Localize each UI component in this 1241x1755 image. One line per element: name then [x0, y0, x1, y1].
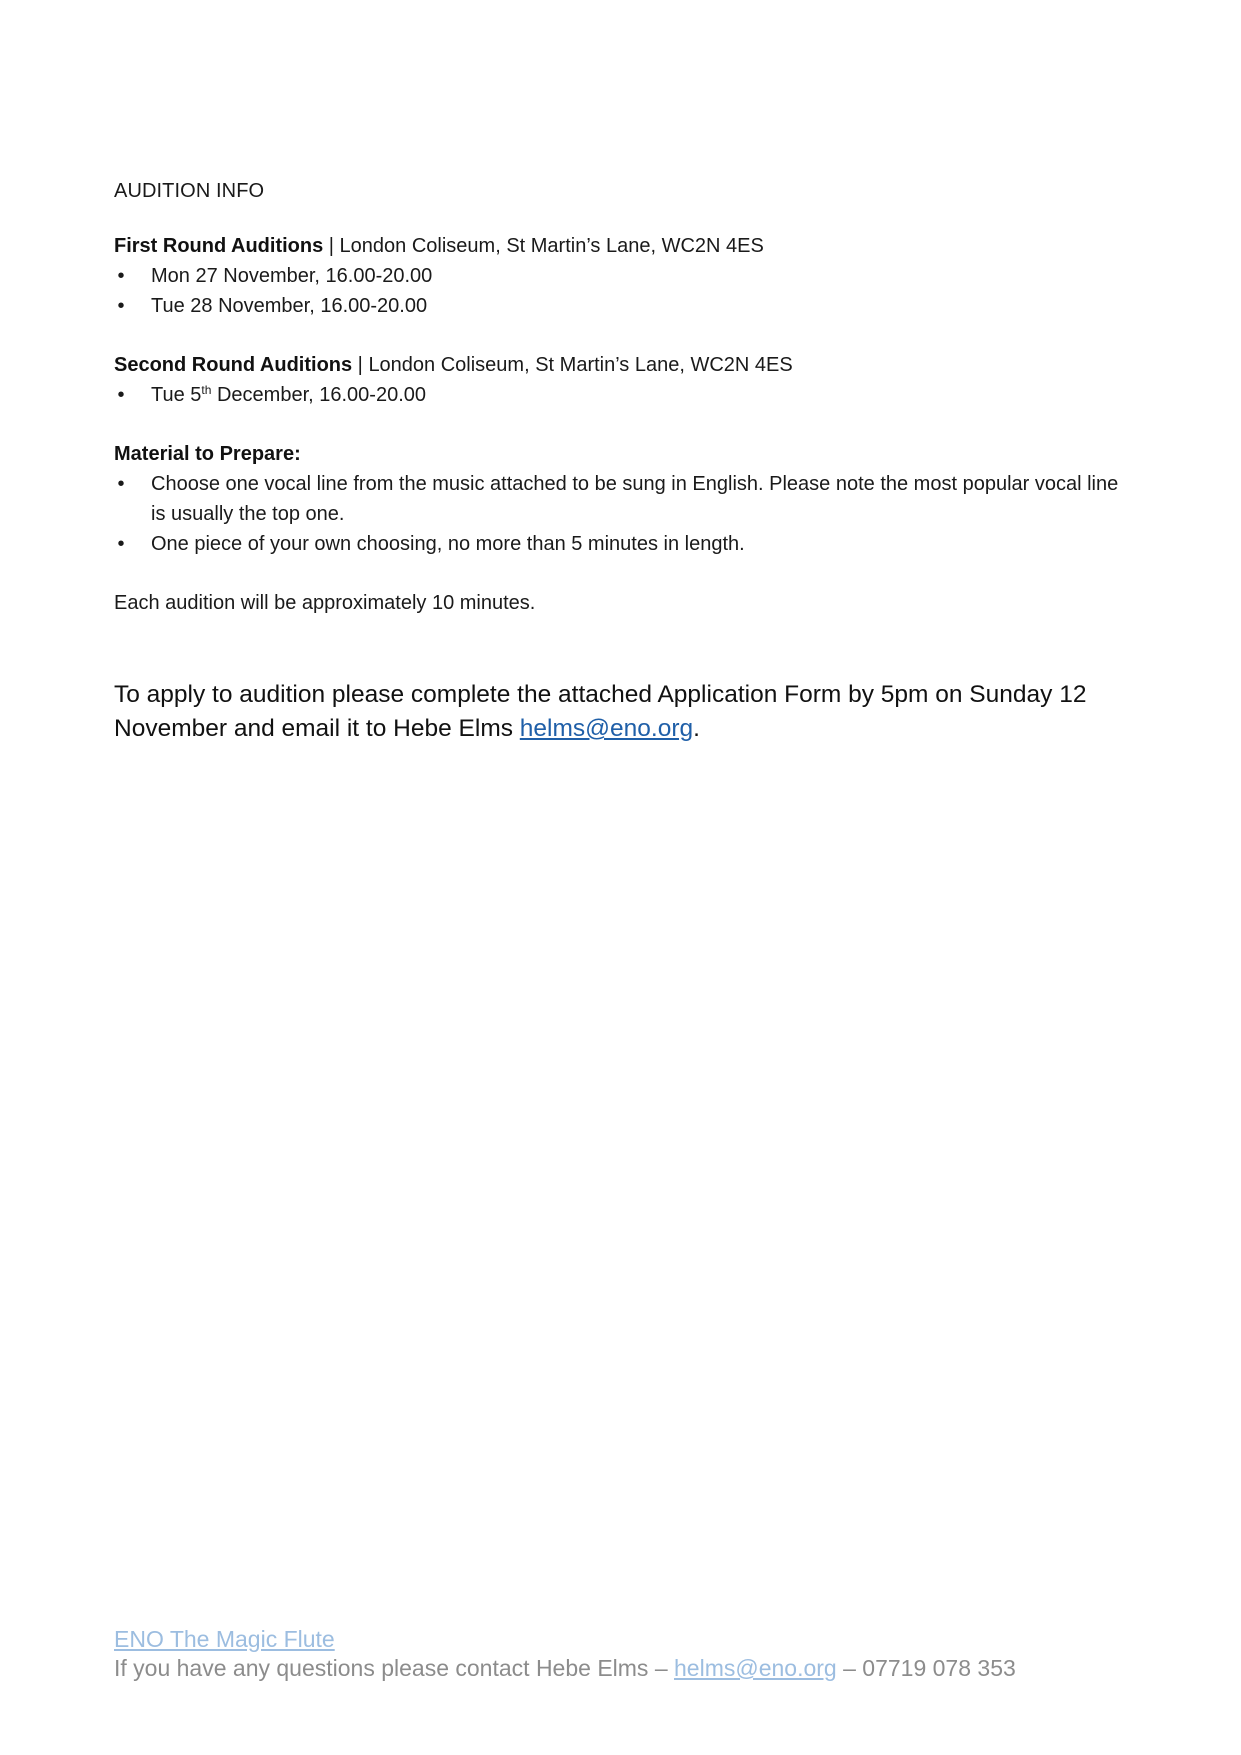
list-item [114, 291, 1124, 321]
footer-contact [114, 1654, 1124, 1683]
second-round-date-prefix: Tue 5 [151, 384, 202, 406]
first-round-venue: London Coliseum, St Martin’s Lane, WC2N 4ES [339, 235, 764, 257]
second-round-date-suffix: December, 16.00-20.00 [211, 384, 427, 406]
page-heading: AUDITION INFO [114, 180, 265, 202]
second-round-header [114, 350, 1124, 380]
second-round-section [114, 350, 1124, 410]
material-list [114, 469, 1124, 559]
list-item [114, 529, 1124, 559]
material-item-2: One piece of your own choosing, no more than 5 minutes in length. [151, 533, 745, 555]
first-round-section [114, 231, 1124, 321]
bullet-icon: • [117, 265, 125, 287]
bullet-icon: • [117, 473, 125, 495]
footer-phone: – 07719 078 353 [836, 1655, 1016, 1681]
footer-email-link[interactable]: helms@eno.org [674, 1655, 837, 1681]
first-round-date-1: Mon 27 November, 16.00-20.00 [151, 265, 433, 287]
first-round-title: First Round Auditions [114, 235, 324, 257]
apply-text: To apply to audition please complete the attached Application Form by 5pm on Sunday 12 November and email it to Hebe Elms [114, 681, 1087, 742]
page-footer [114, 1625, 1124, 1683]
first-round-header [114, 231, 1124, 261]
document-body [114, 180, 1124, 771]
footer-title-link[interactable]: ENO The Magic Flute [114, 1626, 335, 1652]
list-item [114, 380, 1124, 410]
apply-end: . [693, 715, 700, 742]
second-round-venue: London Coliseum, St Martin’s Lane, WC2N 4ES [368, 354, 793, 376]
material-item-1: Choose one vocal line from the music attached to be sung in English. Please note the most popular vocal line is usually the top one. [151, 473, 1119, 525]
first-round-dates [114, 261, 1124, 321]
bullet-icon: • [117, 295, 125, 317]
second-round-separator: | [352, 354, 369, 376]
list-item [114, 469, 1124, 529]
material-section [114, 439, 1124, 559]
second-round-title: Second Round Auditions [114, 354, 353, 376]
apply-instructions [114, 678, 1124, 746]
second-round-dates [114, 380, 1124, 410]
bullet-icon: • [117, 533, 125, 555]
apply-email-link[interactable]: helms@eno.org [519, 715, 694, 742]
second-round-date-sup: th [201, 383, 212, 397]
footer-contact-text: If you have any questions please contact Hebe Elms – [114, 1655, 674, 1681]
material-title: Material to Prepare: [114, 443, 301, 465]
list-item [114, 261, 1124, 291]
bullet-icon: • [117, 384, 125, 406]
first-round-date-2: Tue 28 November, 16.00-20.00 [151, 295, 428, 317]
duration-note: Each audition will be approximately 10 minutes. [114, 592, 536, 614]
first-round-separator: | [323, 235, 340, 257]
